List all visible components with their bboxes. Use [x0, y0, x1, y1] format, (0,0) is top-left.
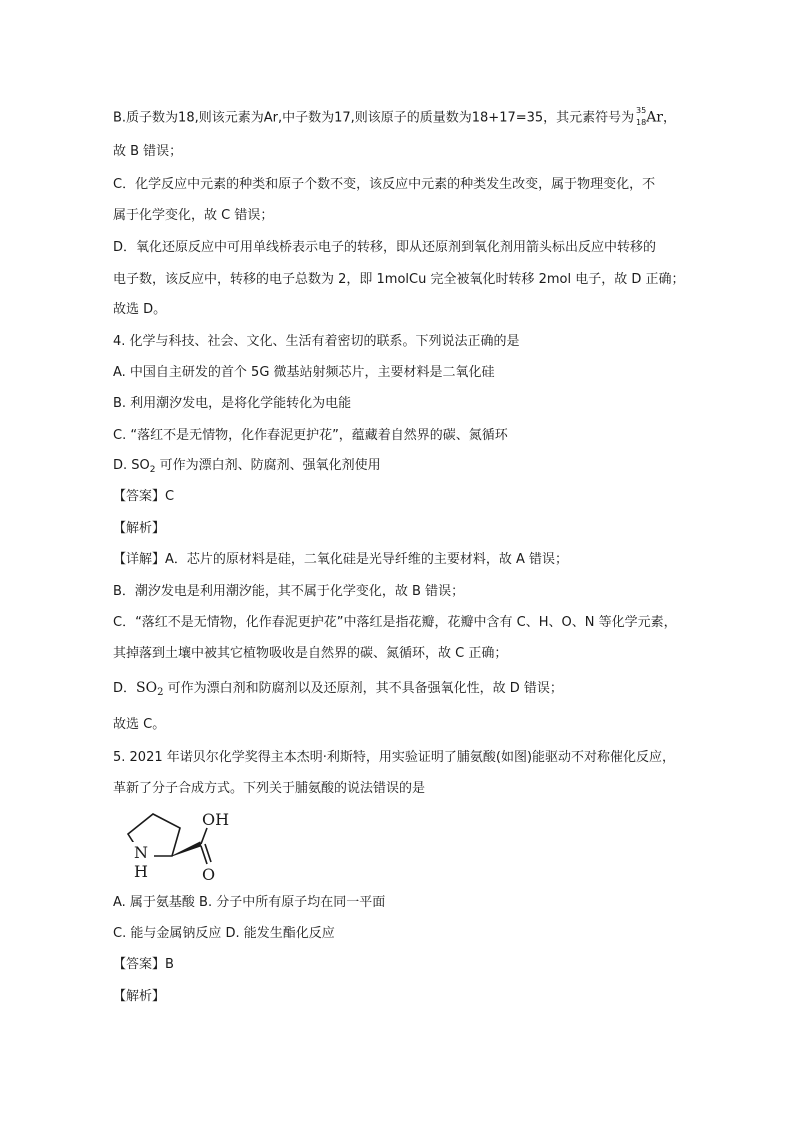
q5-options-cd: C. 能与金属钠反应 D. 能发生酯化反应 [113, 926, 335, 941]
proline-structure-diagram [116, 806, 256, 884]
n-atom-label: N [134, 843, 148, 862]
analysis-4-heading: 【解析】 [113, 521, 166, 536]
analysis-5-heading: 【解析】 [113, 989, 166, 1004]
mass-number: 35 [636, 106, 647, 115]
nuclide-numbers [636, 108, 646, 128]
c-oh-bond [201, 828, 207, 844]
analysis-4-c1: C．“落红不是无情物，化作春泥更护花”中落红是指花瓣，花瓣中含有 C、H、O、N 等化学元素， [113, 615, 677, 630]
q5-options-ab: A. 属于氨基酸 B. 分子中所有原子均在同一平面 [113, 895, 386, 910]
question-5-line2: 革新了分子合成方式。下列关于脯氨酸的说法错误的是 [113, 781, 426, 796]
subscript: 2 [149, 465, 156, 475]
text-line: 故选 D。 [113, 302, 167, 317]
text: ， [663, 110, 677, 126]
analysis-4-d [113, 679, 563, 702]
text-line: 故选 C。 [113, 717, 166, 732]
analysis-4-b: B．潮汐发电是利用潮汐能，其不属于化学变化，故 B 错误； [113, 584, 465, 599]
q4-option-c: C. “落红不是无情物，化作春泥更护花”，蕴藏着自然界的碳、氮循环 [113, 428, 508, 443]
text-line: 电子数，该反应中，转移的电子总数为 2，即 1molCu 完全被氧化时转移 2mol 电子，故 D 正确； [113, 272, 685, 287]
text: D． [113, 681, 137, 696]
wedge-bond [172, 842, 201, 856]
explanation-line-c: C．化学反应中元素的种类和原子个数不变，该反应中元素的种类发生改变，属于物理变化，不 [113, 177, 656, 192]
text-line: 属于化学变化，故 C 错误； [113, 208, 274, 223]
text: 可作为漂白剂、防腐剂、强氧化剂使用 [155, 458, 381, 473]
atomic-number: 18 [636, 118, 647, 127]
subscript: 2 [157, 687, 164, 698]
q4-option-b: B. 利用潮汐发电，是将化学能转化为电能 [113, 396, 352, 411]
answer-5: 【答案】B [113, 957, 174, 972]
o-atom-label: O [202, 865, 216, 884]
element-symbol: Ar [646, 109, 663, 126]
explanation-line-b [113, 108, 676, 128]
question-5-line1: 5. 2021 年诺贝尔化学奖得主本杰明·利斯特，用实验证明了脯氨酸(如图)能驱动不对称催化反应， [113, 750, 676, 765]
analysis-4-c2: 其掉落到土壤中被其它植物吸收是自然界的碳、氮循环，故 C 正确； [113, 646, 508, 661]
text-line: 故 B 错误； [113, 144, 183, 159]
question-4: 4. 化学与科技、社会、文化、生活有着密切的联系。下列说法正确的是 [113, 334, 520, 349]
h-atom-label: H [134, 862, 148, 881]
formula-so2 [136, 680, 163, 696]
formula-base: SO [136, 680, 158, 696]
text: 可作为漂白剂和防腐剂以及还原剂，其不具备强氧化性，故 D 错误； [163, 681, 563, 696]
explanation-line-d: D．氧化还原反应中可用单线桥表示电子的转移，即从还原剂到氧化剂用箭头标出反应中转移的 [113, 240, 657, 255]
text: B.质子数为18,则该元素为Ar,中子数为17,则该原子的质量数为18+17=35，其元素符号为 [113, 110, 635, 126]
analysis-4-a: 【详解】A．芯片的原材料是硅，二氧化硅是光导纤维的主要材料，故 A 错误； [113, 552, 569, 567]
q4-option-d [113, 457, 381, 479]
answer-4: 【答案】C [113, 489, 175, 504]
text: D. SO [113, 458, 150, 473]
oh-group-label: OH [202, 810, 230, 829]
q4-option-a: A. 中国自主研发的首个 5G 微基站射频芯片，主要材料是二氧化硅 [113, 365, 495, 380]
